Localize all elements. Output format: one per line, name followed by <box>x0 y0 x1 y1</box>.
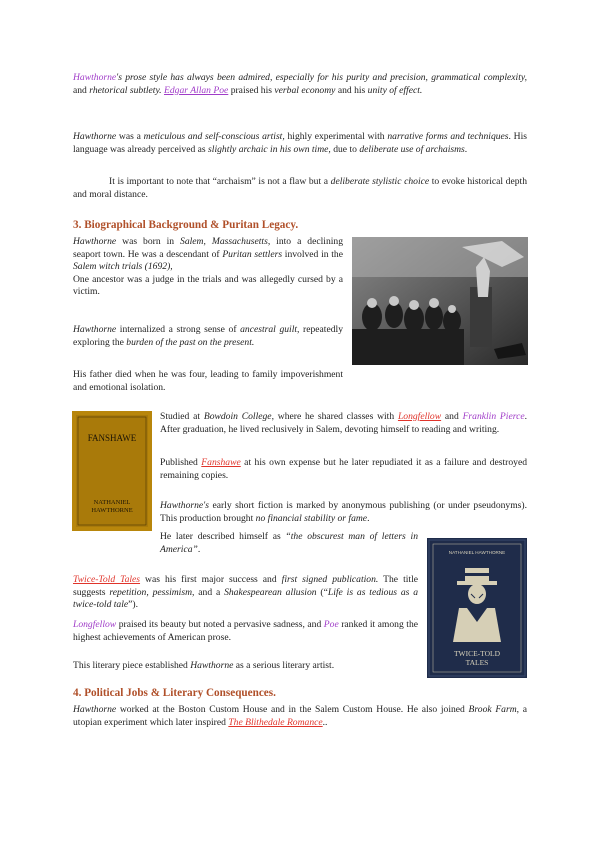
twice-cover-title-line1: TWICE-TOLD <box>453 649 501 658</box>
paragraph-obscurest-man <box>160 531 418 556</box>
text-segment: . <box>464 143 468 155</box>
text-segment: 's prose style has always been admired, especially for his <box>116 72 347 83</box>
paragraph-ancestral-guilt <box>73 324 343 349</box>
text-segment: Studied at <box>160 411 204 422</box>
text-segment: Puritan settlers <box>222 248 283 260</box>
text-segment: .. <box>322 716 328 728</box>
title-blithedale-romance: The Blithedale Romance <box>228 716 323 728</box>
name-hawthorne: Hawthorne <box>73 72 117 83</box>
text-segment: Salem witch trials (1692), <box>73 261 173 273</box>
paragraph-father-died: His father died when he was four, leading to family impoverishment and emotional isolation. <box>73 369 343 393</box>
text-segment: deliberate stylistic choice <box>330 176 430 187</box>
fanshawe-cover-author-last: HAWTHORNE <box>91 507 133 514</box>
text-segment: meticulous and self-conscious artist, <box>143 131 285 142</box>
text-segment: narrative forms and techniques <box>387 131 509 142</box>
text-segment: as a serious literary artist. <box>233 660 335 671</box>
text-segment: first signed publication. <box>281 574 379 585</box>
fanshawe-cover-author-first: NATHANIEL <box>93 499 131 506</box>
paragraph-born-salem <box>73 236 343 299</box>
paragraph-meticulous-artist <box>73 131 527 156</box>
paragraph-longfellow-praise <box>73 619 418 644</box>
text-segment: deliberate use of archaisms <box>359 143 465 155</box>
text-segment: highly experimental with <box>284 131 388 142</box>
section-heading-political: 4. Political Jobs & Literary Consequences. <box>73 687 276 699</box>
text-segment: repetition, pessimism, <box>109 586 195 598</box>
text-segment: burden of the past on the present. <box>126 336 255 348</box>
text-segment: Shakespearean allusion <box>224 586 317 598</box>
text-segment: internalized a strong sense of <box>116 324 241 335</box>
twice-cover-title-line2: TALES <box>465 658 489 667</box>
text-segment: was born in <box>116 236 181 247</box>
text-segment: “the obscurest man of letters in America” <box>160 531 418 555</box>
text-segment: Published <box>160 457 202 468</box>
text-segment: praised his <box>228 84 275 96</box>
text-segment: , due to <box>328 143 360 155</box>
text-segment: , where he shared classes with <box>271 411 398 422</box>
text-segment: unity of effect. <box>367 84 423 96</box>
text-segment: This literary piece established <box>73 660 191 671</box>
text-segment: ”). <box>128 599 139 611</box>
text-segment: He later described himself as <box>160 531 286 542</box>
text-segment: Brook Farm <box>468 704 517 715</box>
text-segment: purity and precision, grammatical complexity, <box>346 72 527 83</box>
text-segment: One ancestor was a judge in the trials and was allegedly cursed by a victim. <box>73 273 343 298</box>
text-segment: no financial stability or fame <box>255 512 368 524</box>
name-longfellow: Longfellow <box>73 619 117 630</box>
text-segment: early short fiction is marked by anonymous publishing (or under pseudonyms). This production brought <box>160 500 527 524</box>
paragraph-custom-house <box>73 704 527 729</box>
name-hawthorne: Hawthorne <box>190 660 234 671</box>
name-franklin-pierce: Franklin Pierce <box>462 411 525 422</box>
fanshawe-cover-title: FANSHAWE <box>87 433 137 443</box>
paragraph-established <box>73 660 418 673</box>
paragraph-early-fiction <box>160 500 527 525</box>
paragraph-prose-style <box>73 72 527 97</box>
name-poe: Poe <box>323 619 339 630</box>
name-hawthorne: Hawthorne <box>73 236 117 247</box>
text-segment: . <box>367 512 370 524</box>
name-poe: Edgar Allan Poe <box>163 84 229 96</box>
text-segment: rhetorical subtlety. <box>89 84 162 96</box>
twice-told-tales-book-cover <box>427 538 527 678</box>
twice-cover-author: NATHANIEL HAWTHORNE <box>448 550 506 555</box>
name-hawthorne: Hawthorne <box>73 324 117 335</box>
text-segment: . After graduation, he lived reclusively in Salem, devoting himself to reading and writing. <box>160 411 528 435</box>
text-segment: was a <box>116 131 144 142</box>
text-segment: , a utopian experiment which later inspired <box>73 704 528 728</box>
text-segment: and <box>441 411 463 422</box>
text-segment: worked at the Boston Custom House and in the Salem Custom House. He also joined <box>116 704 469 715</box>
text-segment: ancestral guilt <box>240 324 298 335</box>
text-segment: and his <box>335 84 368 96</box>
name-hawthorne: Hawthorne's <box>160 500 209 511</box>
paragraph-bowdoin <box>160 411 527 436</box>
text-segment: Bowdoin College <box>203 411 272 422</box>
text-segment: Life is as tedious as a twice-told tale <box>73 586 419 611</box>
text-segment: , into a declining seaport town. He was a descendant of <box>73 236 344 260</box>
text-segment: , repeatedly exploring the <box>73 324 343 348</box>
paragraph-archaism <box>73 176 527 201</box>
text-segment: to evoke historical depth and moral distance. <box>73 176 527 200</box>
text-segment: and <box>73 84 90 96</box>
text-segment: . His language was already perceived as <box>73 131 527 155</box>
text-segment: involved in the <box>282 248 343 260</box>
title-twice-told-tales: Twice-Told Tales <box>73 574 141 585</box>
text-segment: (“ <box>316 586 328 598</box>
title-fanshawe: Fanshawe <box>201 457 241 468</box>
text-segment: praised its beauty but noted a pervasive sadness, and <box>116 619 324 630</box>
name-hawthorne: Hawthorne <box>73 704 117 715</box>
text-segment: It is important to note that “archaism” is not a flaw but a <box>109 176 331 187</box>
text-segment: . <box>197 543 201 555</box>
paragraph-twice-told-tales <box>73 574 418 612</box>
text-segment: was his first major success and <box>140 574 282 585</box>
name-longfellow: Longfellow <box>397 411 442 422</box>
paragraph-published-fanshawe <box>160 457 527 482</box>
salem-witch-trial-illustration <box>352 237 528 365</box>
text-segment: at his own expense but he later repudiated it as a failure and destroyed remaining copies. <box>160 457 528 481</box>
section-heading-biographical: 3. Biographical Background & Puritan Legacy. <box>73 219 299 231</box>
text-segment: slightly archaic in his own time <box>208 143 329 155</box>
text-segment: The title suggests <box>73 574 418 598</box>
text-segment: verbal economy <box>274 84 336 96</box>
text-segment: Salem, Massachusetts <box>180 236 268 247</box>
fanshawe-book-cover <box>72 411 152 531</box>
text-segment: ranked it among the highest achievements of American prose. <box>73 619 419 643</box>
name-hawthorne: Hawthorne <box>73 131 117 142</box>
text-segment: and a <box>194 586 225 598</box>
